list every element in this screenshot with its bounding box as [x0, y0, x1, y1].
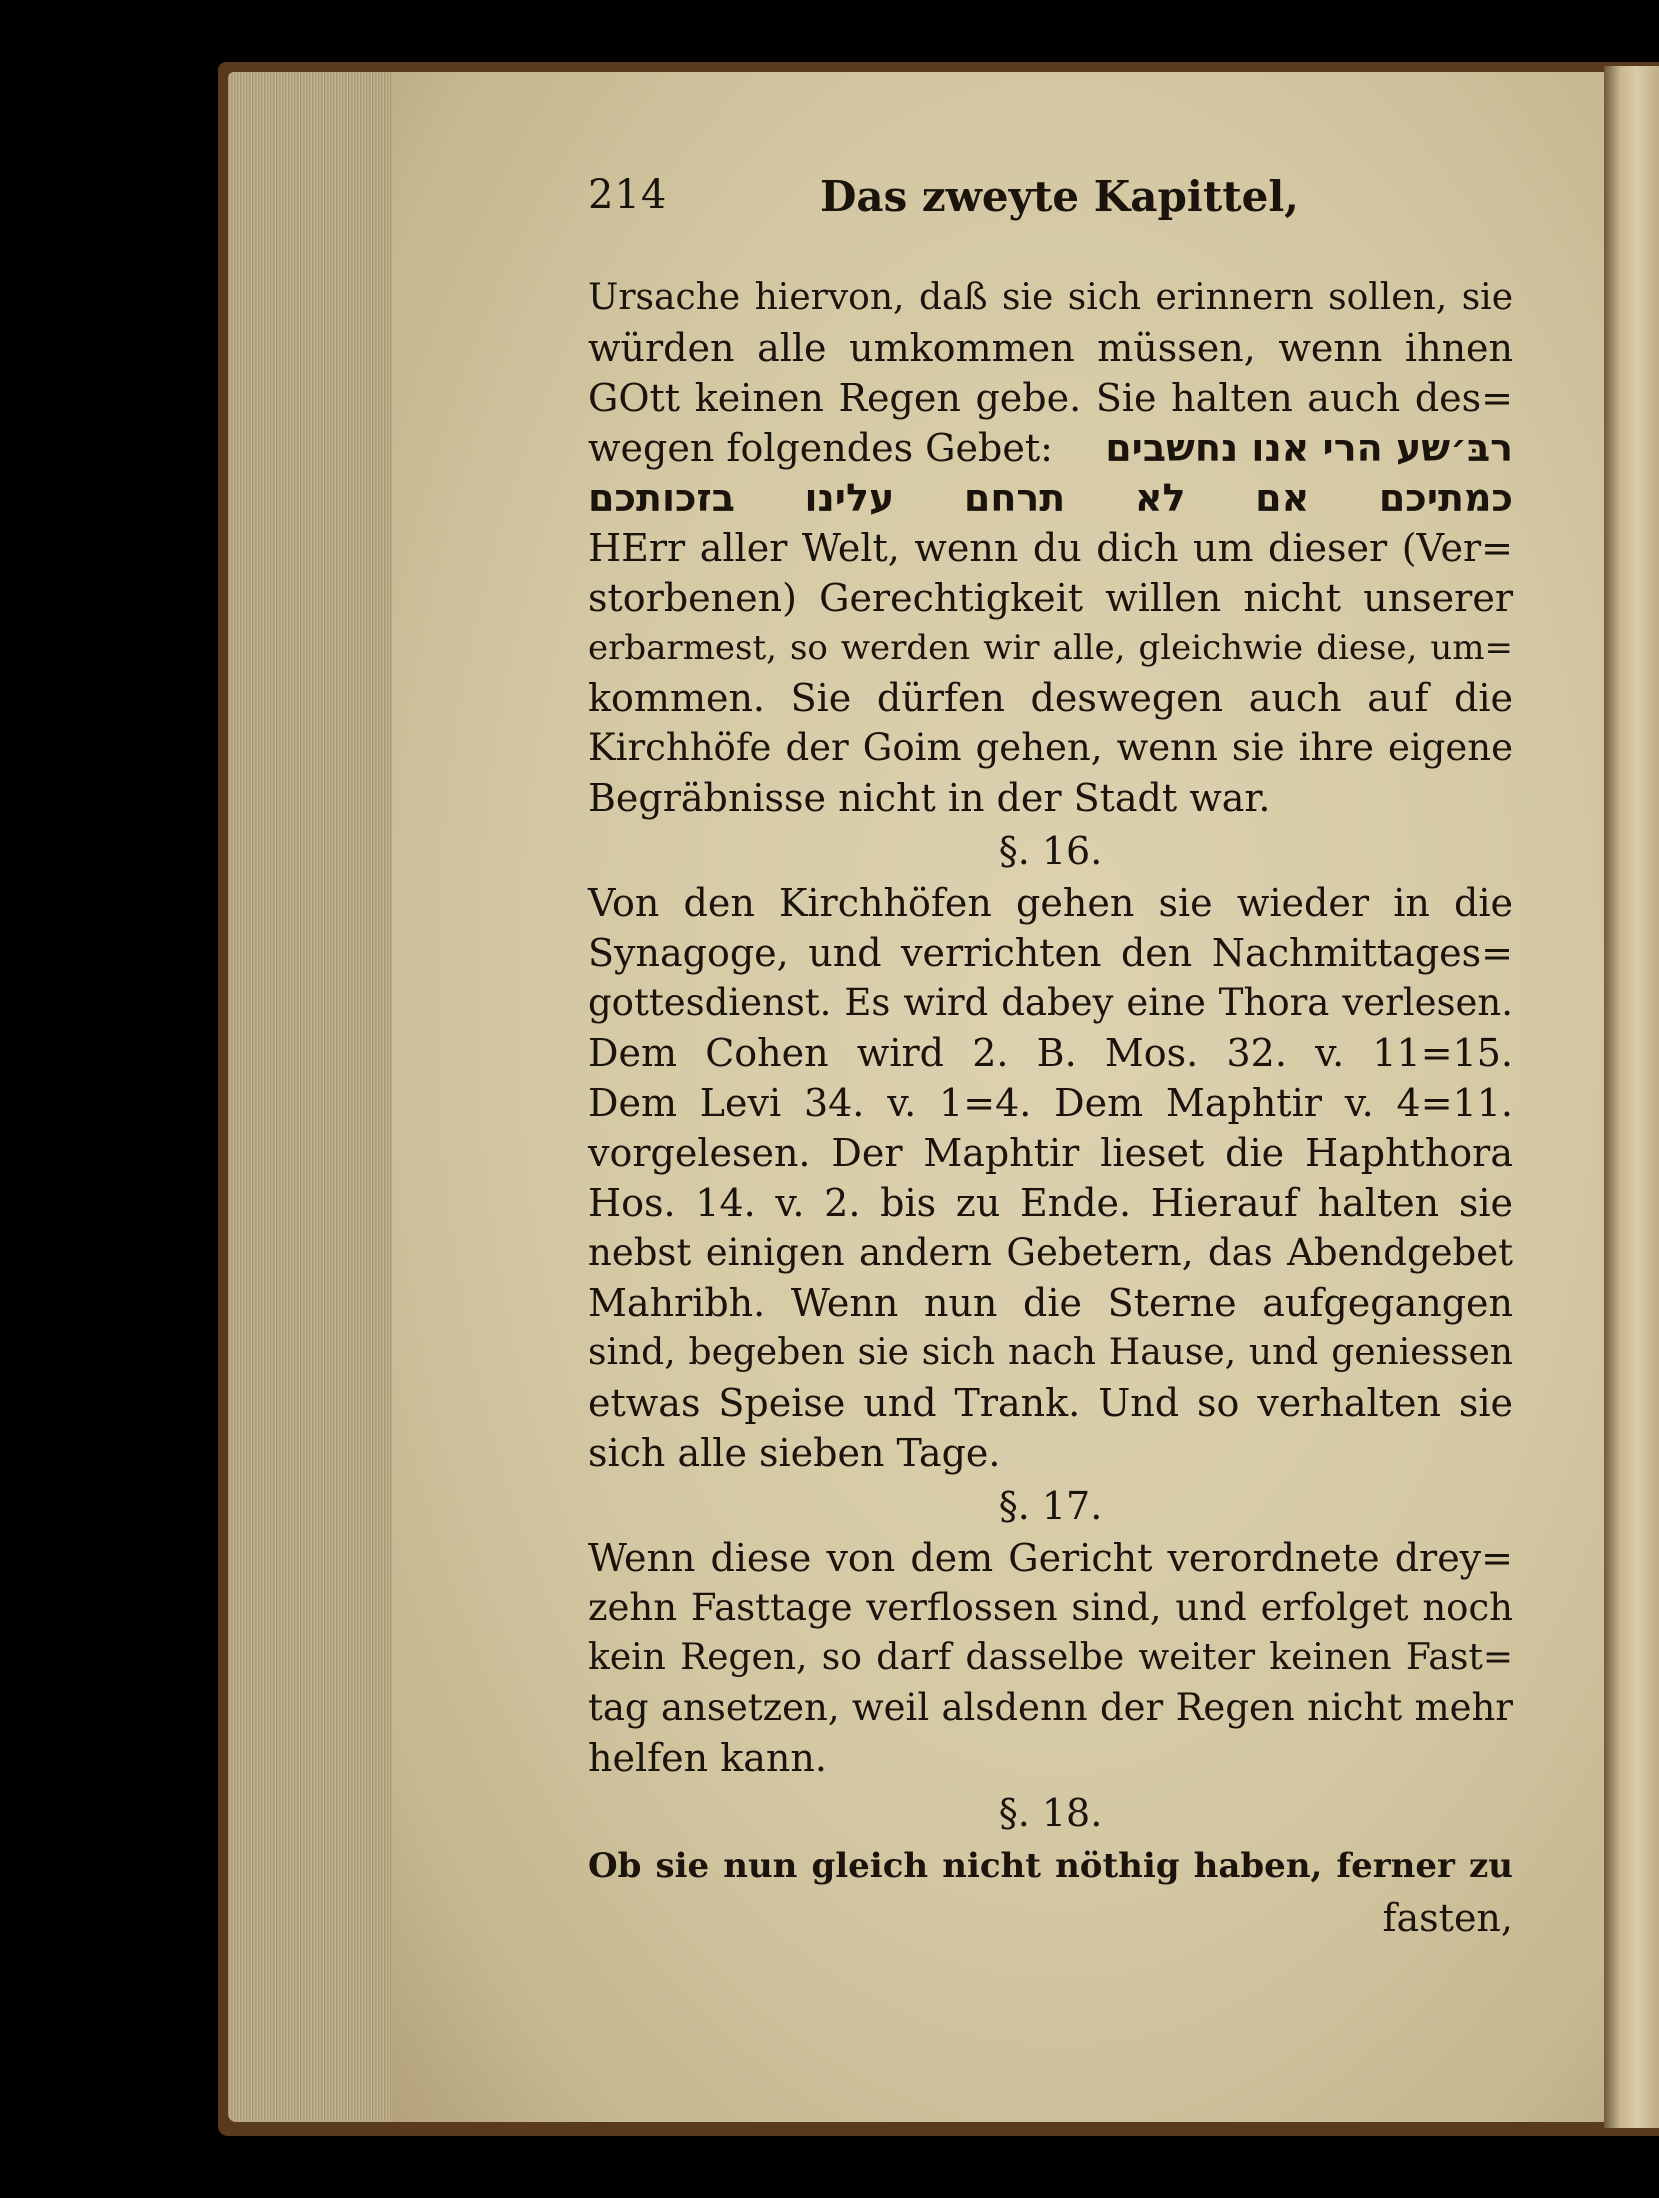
- hebrew-prayer-line: כמתיכם אם לא תרחם עלינו בזכותכם: [588, 476, 1513, 520]
- hebrew-prayer-inline: רבּ׳שע הרי אנו נחשבים: [1105, 426, 1513, 470]
- text-line: Begräbnisse nicht in der Stadt war.: [588, 776, 1271, 820]
- page-header: [588, 172, 1348, 232]
- section-heading-16: §. 16.: [998, 829, 1103, 873]
- text-line: storbenen) Gerechtigkeit willen nicht unserer: [588, 576, 1513, 620]
- text-line: Wenn diese von dem Gericht verordnete drey=: [588, 1536, 1513, 1580]
- text-line: tag ansetzen, weil alsdenn der Regen nicht mehr: [588, 1686, 1513, 1729]
- text-line: sich alle sieben Tage.: [588, 1431, 1001, 1475]
- text-line: Dem Cohen wird 2. B. Mos. 32. v. 11=15.: [588, 1031, 1513, 1075]
- text-line: Ob sie nun gleich nicht nöthig haben, ferner zu: [588, 1846, 1513, 1886]
- catchword: fasten,: [1382, 1896, 1513, 1940]
- text-line: Mahribh. Wenn nun die Sterne aufgegangen: [588, 1281, 1513, 1325]
- text-line: etwas Speise und Trank. Und so verhalten sie: [588, 1381, 1513, 1425]
- text-line: kommen. Sie dürfen deswegen auch auf die: [588, 676, 1513, 720]
- text-line: helfen kann.: [588, 1736, 827, 1780]
- text-line: nebst einigen andern Gebetern, das Abendgebet: [588, 1231, 1513, 1274]
- text-line: sind, begeben sie sich nach Hause, und geniessen: [588, 1332, 1513, 1373]
- book-gutter: [1604, 66, 1659, 2128]
- section-heading-17: §. 17.: [998, 1484, 1103, 1528]
- text-line: Hos. 14. v. 2. bis zu Ende. Hierauf halten sie: [588, 1181, 1513, 1225]
- text-line: Von den Kirchhöfen gehen sie wieder in die: [588, 881, 1513, 925]
- text-line: gottesdienst. Es wird dabey eine Thora verlesen.: [588, 981, 1513, 1024]
- text-line: Dem Levi 34. v. 1=4. Dem Maphtir v. 4=11.: [588, 1081, 1513, 1125]
- text-line-mixed: [588, 423, 1513, 473]
- text-line: würden alle umkommen müssen, wenn ihnen: [588, 326, 1513, 370]
- text-line: Kirchhöfe der Goim gehen, wenn sie ihre eigene: [588, 726, 1513, 769]
- text-line: HErr aller Welt, wenn du dich um dieser (Ver=: [588, 526, 1513, 570]
- text-line: vorgelesen. Der Maphtir lieset die Haphthora: [588, 1131, 1513, 1175]
- text-line: GOtt keinen Regen gebe. Sie halten auch des=: [588, 376, 1513, 420]
- page-edges: [228, 72, 398, 2122]
- text-line: Synagoge, und verrichten den Nachmittages=: [588, 931, 1513, 975]
- section-heading-18: §. 18.: [998, 1791, 1103, 1835]
- text-line: wegen folgendes Gebet:: [588, 426, 1053, 470]
- text-line: zehn Fasttage verflossen sind, und erfolget noch: [588, 1586, 1513, 1629]
- text-line: Ursache hiervon, daß sie sich erinnern sollen, sie: [588, 277, 1513, 318]
- running-title: Das zweyte Kapittel,: [820, 172, 1299, 221]
- page-number: 214: [588, 172, 668, 218]
- text-line: erbarmest, so werden wir alle, gleichwie diese, um=: [588, 628, 1513, 668]
- text-line: kein Regen, so darf dasselbe weiter keinen Fast=: [588, 1637, 1513, 1678]
